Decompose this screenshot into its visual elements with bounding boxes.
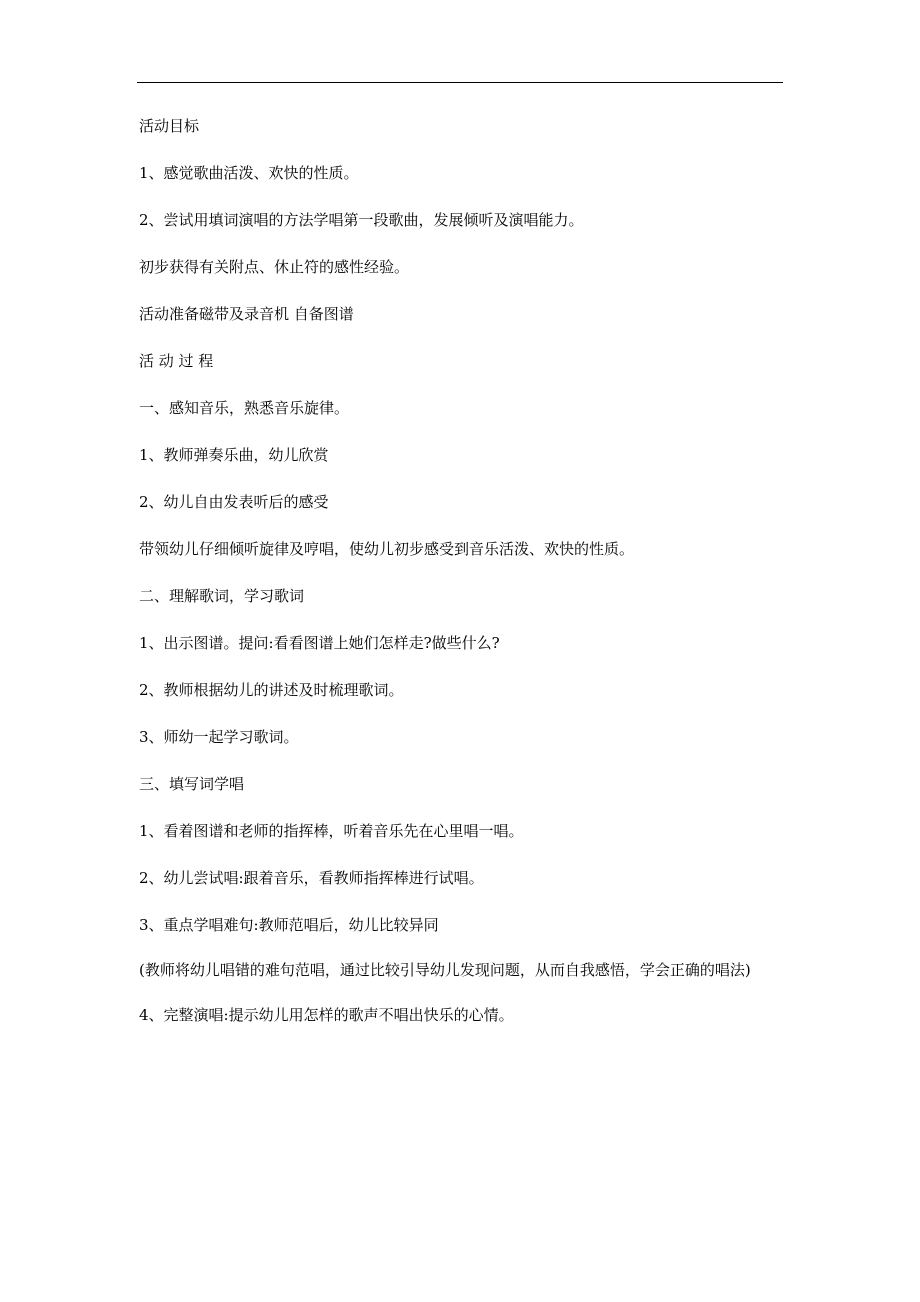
step-2-item-2: 2、教师根据幼儿的讲述及时梳理歌词。	[139, 681, 404, 699]
section-title-goals: 活动目标	[139, 117, 200, 135]
goal-item-2: 2、尝试用填词演唱的方法学唱第一段歌曲，发展倾听及演唱能力。	[139, 211, 584, 229]
step-2-heading: 二、理解歌词，学习歌词	[139, 587, 305, 605]
step-3-item-2: 2、幼儿尝试唱:跟着音乐，看教师指挥棒进行试唱。	[139, 869, 484, 887]
step-1-item-2: 2、幼儿自由发表听后的感受	[139, 493, 329, 511]
step-2-item-3: 3、师幼一起学习歌词。	[139, 728, 299, 746]
step-2-item-1: 1、出示图谱。提问:看看图谱上她们怎样走?做些什么?	[139, 634, 500, 652]
step-3-item-3: 3、重点学唱难句:教师范唱后，幼儿比较异同	[139, 916, 439, 934]
step-3-item-1: 1、看着图谱和老师的指挥棒，听着音乐先在心里唱一唱。	[139, 822, 524, 840]
goal-item-1: 1、感觉歌曲活泼、欢快的性质。	[139, 164, 359, 182]
preparation-line: 活动准备磁带及录音机 自备图谱	[139, 305, 354, 323]
goal-item-3: 初步获得有关附点、休止符的感性经验。	[139, 258, 410, 276]
document-body	[139, 110, 785, 1046]
section-title-process: 活 动 过 程	[139, 352, 214, 370]
step-1-item-1: 1、教师弹奏乐曲，幼儿欣赏	[139, 446, 329, 464]
step-1-heading: 一、感知音乐，熟悉音乐旋律。	[139, 399, 350, 417]
step-3-heading: 三、填写词学唱	[139, 775, 245, 793]
header-rule	[137, 82, 783, 83]
step-3-item-4: 4、完整演唱:提示幼儿用怎样的歌声不唱出快乐的心情。	[139, 1006, 514, 1024]
step-1-item-3: 带领幼儿仔细倾听旋律及哼唱，使幼儿初步感受到音乐活泼、欢快的性质。	[139, 540, 635, 558]
step-3-note: (教师将幼儿唱错的难句范唱，通过比较引导幼儿发现问题，从而自我感悟，学会正确的唱法)	[139, 961, 751, 979]
